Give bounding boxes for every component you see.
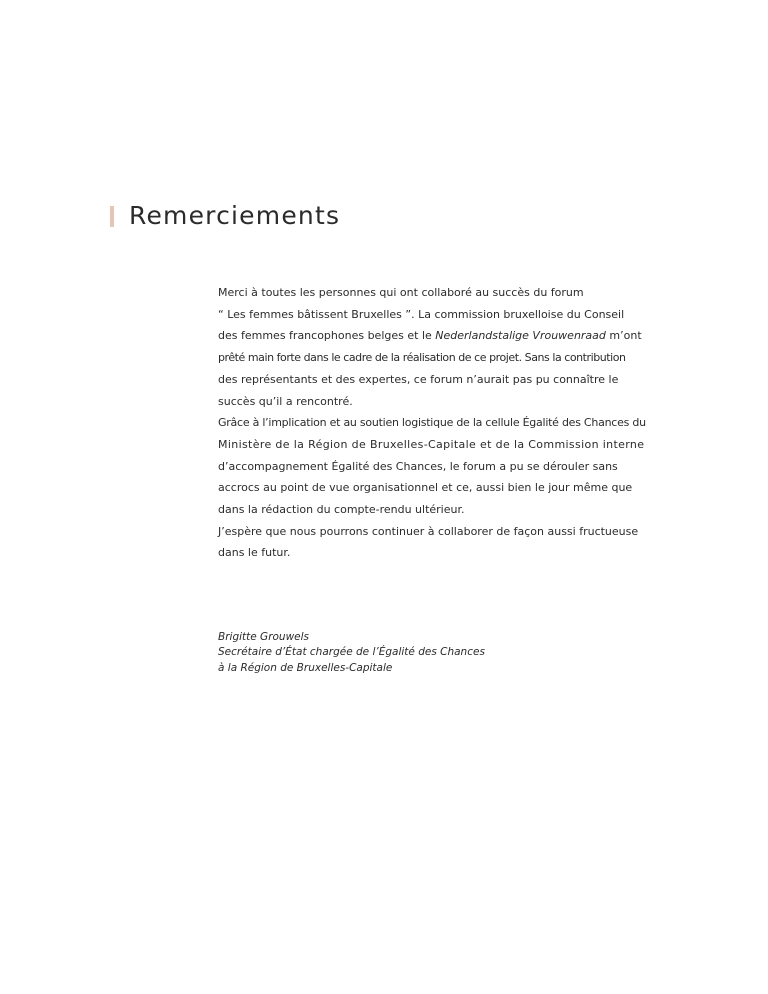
paragraph-line: prêté main forte dans le cadre de la réalisation de ce projet. Sans la contribution (218, 351, 626, 365)
paragraph-line: succès qu’il a rencontré. (218, 394, 353, 408)
paragraph-line: dans la rédaction du compte-rendu ultérieur. (218, 503, 465, 517)
signatory-title: Secrétaire d’État chargée de l’Égalité des Chances (218, 646, 485, 659)
paragraph-line: J’espère que nous pourrons continuer à collaborer de façon aussi fructueuse (218, 524, 639, 538)
paragraph-line (218, 325, 648, 347)
paragraph-line: “ Les femmes bâtissent Bruxelles ”. La commission bruxelloise du Conseil (218, 307, 625, 321)
paragraph-line: Grâce à l’implication et au soutien logistique de la cellule Égalité des Chances du (218, 416, 646, 430)
signatory-name: Brigitte Grouwels (218, 631, 310, 643)
signature-block (218, 630, 618, 676)
paragraph-line: accrocs au point de vue organisationnel et ce, aussi bien le jour même que (218, 481, 633, 495)
paragraph-line: Ministère de la Région de Bruxelles-Capitale et de la Commission interne (218, 437, 645, 451)
organisation-name: Nederlandstalige Vrouwenraad (435, 329, 606, 343)
paragraph-line: d’accompagnement Égalité des Chances, le forum a pu se dérouler sans (218, 459, 618, 473)
paragraph-line: Merci à toutes les personnes qui ont collaboré au succès du forum (218, 286, 584, 299)
paragraph-line: dans le futur. (218, 546, 291, 560)
paragraph-text: des femmes francophones belges et le (218, 329, 432, 343)
page-heading (110, 197, 340, 233)
paragraph-line: des représentants et des expertes, ce forum n’aurait pas pu connaître le (218, 372, 619, 386)
heading-accent-bar (110, 206, 114, 227)
page-title: Remerciements (129, 200, 341, 230)
acknowledgements-text (218, 282, 648, 564)
paragraph-text: m’ont (609, 329, 642, 343)
signatory-region: à la Région de Bruxelles-Capitale (218, 661, 393, 674)
